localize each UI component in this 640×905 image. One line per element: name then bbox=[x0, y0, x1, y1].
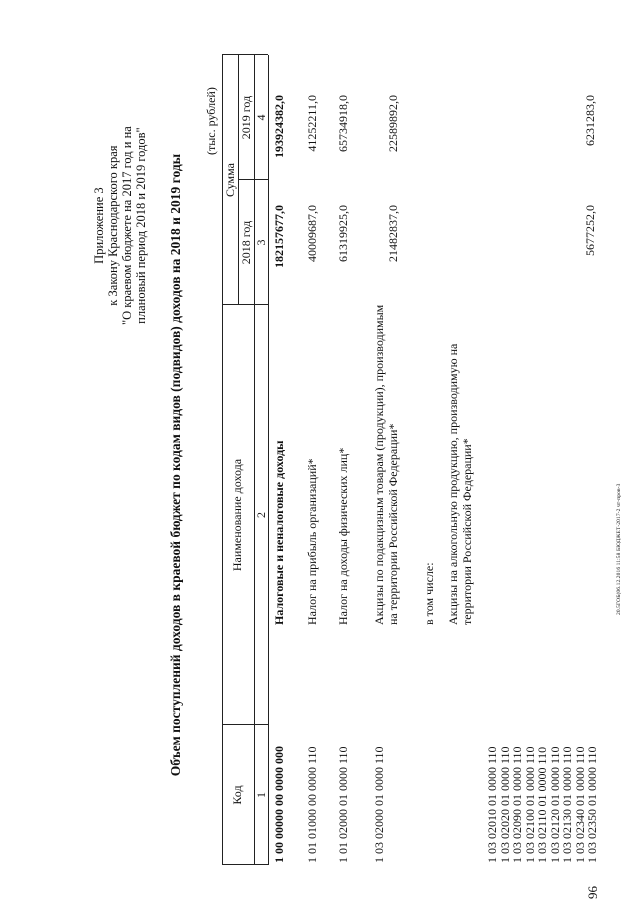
row-value-2019: 65734918,0 bbox=[336, 95, 350, 152]
row-code: 1 01 02000 01 0000 110 bbox=[336, 746, 350, 863]
row-value-2019: 22589892,0 bbox=[386, 95, 400, 152]
header-2019: 2019 год bbox=[239, 95, 253, 140]
list-item: 1 03 02090 01 0000 110 bbox=[510, 746, 524, 863]
list-item: 1 03 02120 01 0000 110 bbox=[547, 746, 562, 863]
row-value-2018: 21482837,0 bbox=[386, 205, 400, 262]
row-code: 1 03 02000 01 0000 110 bbox=[372, 746, 386, 863]
header-code: Код bbox=[230, 785, 244, 805]
list-item: 1 03 02130 01 0000 110 bbox=[560, 746, 574, 863]
footer-stamp: 20.5ГОБ(06.12.2016 11:58 БЮДЖЕТ-2017-2 чт-пров-3 bbox=[616, 483, 622, 615]
row-name: Налоговые и неналоговые доходы bbox=[272, 440, 286, 625]
appendix-line-4: плановый период 2018 и 2019 годов" bbox=[134, 127, 148, 324]
row-value-2018: 5677252,0 bbox=[583, 205, 597, 256]
row-value-2019: 41252211,0 bbox=[305, 95, 319, 152]
header-sum: Сумма bbox=[223, 163, 237, 197]
list-item: 1 03 02020 01 0000 110 bbox=[497, 746, 512, 863]
header-num-4: 4 bbox=[254, 114, 268, 121]
appendix-line-1: Приложение 3 bbox=[92, 187, 106, 264]
units-label: (тыс. рублей) bbox=[204, 87, 218, 155]
header-num-1: 1 bbox=[254, 792, 268, 798]
row-value-2018: 182157677,0 bbox=[272, 205, 286, 268]
header-num-2: 2 bbox=[254, 512, 268, 518]
list-item: 1 03 02010 01 0000 110 bbox=[485, 746, 499, 863]
appendix-line-2: к Закону Краснодарского края bbox=[106, 145, 120, 306]
row-value-2018: 61319925,0 bbox=[336, 205, 350, 262]
appendix-line-3: "О краевом бюджете на 2017 год и на bbox=[120, 126, 134, 325]
list-item: 1 03 02100 01 0000 110 bbox=[522, 746, 537, 863]
document-title: Объем поступлений доходов в краевой бюджет по кодам видов (подвидов) доходов на 2018 и 2019 годы bbox=[168, 153, 183, 777]
row-value-2019: 6231283,0 bbox=[583, 95, 597, 146]
header-name: Наименование дохода bbox=[230, 458, 244, 572]
row-code: 1 01 01000 00 0000 110 bbox=[305, 746, 319, 863]
row-name: Акцизы по подакцизным товарам (продукции), производимым на территории Российской Федерации* bbox=[372, 304, 400, 625]
row-name: Налог на доходы физических лиц* bbox=[336, 447, 350, 625]
row-value-2019: 193924382,0 bbox=[272, 95, 286, 158]
page-number: 96 bbox=[585, 886, 600, 899]
row-name: в том числе: bbox=[422, 562, 436, 625]
appendix-header bbox=[92, 126, 148, 325]
row-name: Акцизы на алкогольную продукцию, производимую на территории Российской Федерации* bbox=[446, 343, 474, 625]
list-item: 1 03 02110 01 0000 110 bbox=[535, 746, 549, 863]
row-code: 1 00 00000 00 0000 000 bbox=[272, 746, 286, 863]
list-item: 1 03 02340 01 0000 110 bbox=[572, 746, 587, 863]
header-num-3: 3 bbox=[254, 239, 268, 246]
header-2018: 2018 год bbox=[239, 220, 253, 265]
row-value-2018: 40009687,0 bbox=[305, 205, 319, 262]
row-name: Налог на прибыль организаций* bbox=[305, 458, 319, 625]
list-item: 1 03 02350 01 0000 110 bbox=[585, 746, 599, 863]
